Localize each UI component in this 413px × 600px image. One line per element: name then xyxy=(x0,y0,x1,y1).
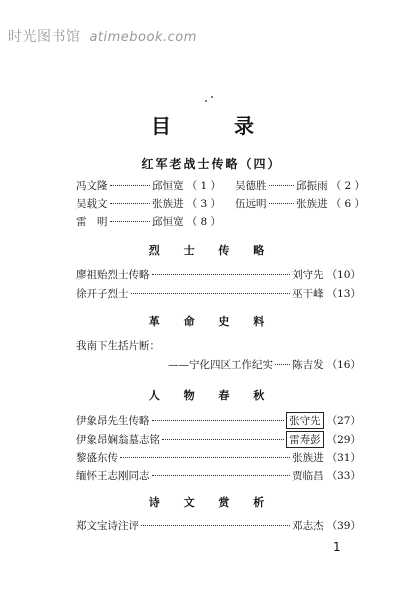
print-speck xyxy=(211,96,213,98)
entry-author: 张守先 xyxy=(286,412,324,429)
toc-entry[interactable] xyxy=(76,286,361,301)
page-number: 1 xyxy=(333,540,341,554)
entry-author: 贾临昌 xyxy=(292,470,324,482)
entry-page: （ 8 ） xyxy=(186,216,221,228)
watermark-en: atimebook.com xyxy=(89,30,197,45)
entry-title: 郑文宝诗注评 xyxy=(76,520,139,532)
entry-title: 冯文隆 xyxy=(76,180,108,192)
leader-dots xyxy=(141,525,290,526)
entry-title: 我南下生括片断： xyxy=(76,340,160,352)
toc-entry[interactable] xyxy=(168,357,361,372)
toc-entry[interactable] xyxy=(235,196,365,211)
leader-dots xyxy=(120,457,290,458)
entry-author: 雷寿彭 xyxy=(286,431,324,448)
entry-title: 伊象昂先生传略 xyxy=(76,415,150,427)
watermark-cn: 时光图书馆 xyxy=(8,29,81,45)
leader-dots xyxy=(269,203,295,204)
toc-entry[interactable] xyxy=(76,267,361,282)
entry-title: 吴德胜 xyxy=(235,180,267,192)
entry-author: 邱振雨 xyxy=(296,180,328,192)
entry-page: （ 6 ） xyxy=(330,198,365,210)
toc-entry[interactable] xyxy=(76,214,221,229)
entry-page: （33） xyxy=(326,470,361,482)
entry-page: （16） xyxy=(326,359,361,371)
entry-author: 巫干峰 xyxy=(292,288,324,300)
entry-page: （31） xyxy=(326,452,361,464)
entry-title: 徐开子烈士 xyxy=(76,288,129,300)
toc-entry[interactable] xyxy=(76,338,361,353)
entry-page: （27） xyxy=(326,415,361,427)
entry-page: （ 3 ） xyxy=(186,198,221,210)
leader-dots xyxy=(152,475,291,476)
toc-entry[interactable] xyxy=(76,518,361,533)
section-heading-veterans: 红军老战士传略（四） xyxy=(141,157,282,171)
entry-page: （ 2 ） xyxy=(330,180,365,192)
entry-author: 陈吉发 xyxy=(292,359,324,371)
watermark xyxy=(8,26,197,46)
print-speck xyxy=(205,100,207,102)
entry-author: 张族进 xyxy=(152,198,184,210)
entry-title: 吴载文 xyxy=(76,198,108,210)
entry-author: 邱恒宽 xyxy=(152,180,184,192)
toc-entry[interactable] xyxy=(235,178,365,193)
section-heading-martyrs: 烈 士 传 略 xyxy=(148,244,275,257)
entry-page: （29） xyxy=(326,434,361,446)
section-heading-poetry: 诗 文 赏 析 xyxy=(148,496,275,509)
leader-dots xyxy=(110,221,151,222)
entry-title: 伍远明 xyxy=(235,198,267,210)
entry-author: 刘守先 xyxy=(292,269,324,281)
entry-title: 缅怀王志刚同志 xyxy=(76,470,150,482)
entry-page: （13） xyxy=(326,288,361,300)
entry-title: 伊象昂娴翁墓志铭 xyxy=(76,434,160,446)
toc-entry[interactable] xyxy=(76,196,221,211)
toc-entry[interactable] xyxy=(76,468,361,483)
leader-dots xyxy=(110,185,151,186)
toc-entry[interactable] xyxy=(76,450,361,465)
section-heading-biographies: 人 物 春 秋 xyxy=(148,389,275,402)
toc-entry[interactable] xyxy=(76,431,361,448)
leader-dots xyxy=(110,203,151,204)
page-title: 目 录 xyxy=(151,114,282,138)
entry-page: （39） xyxy=(326,520,361,532)
toc-entry[interactable] xyxy=(76,412,361,429)
entry-title: 黎盛东传 xyxy=(76,452,118,464)
entry-page: （10） xyxy=(326,269,361,281)
leader-dots xyxy=(152,420,285,421)
entry-author: 邱恒宽 xyxy=(152,216,184,228)
entry-title: 雷 明 xyxy=(76,216,108,228)
section-heading-history: 革 命 史 料 xyxy=(148,315,275,328)
entry-title: 廖祖贻烈士传略 xyxy=(76,269,150,281)
entry-page: （ 1 ） xyxy=(186,180,221,192)
leader-dots xyxy=(152,274,291,275)
entry-subtitle: ——宁化四区工作纪实 xyxy=(168,359,273,371)
leader-dots xyxy=(162,439,284,440)
leader-dots xyxy=(131,293,291,294)
leader-dots xyxy=(269,185,295,186)
entry-author: 张族进 xyxy=(296,198,328,210)
leader-dots xyxy=(275,364,290,365)
entry-author: 邓志杰 xyxy=(292,520,324,532)
entry-author: 张族进 xyxy=(292,452,324,464)
toc-entry[interactable] xyxy=(76,178,221,193)
